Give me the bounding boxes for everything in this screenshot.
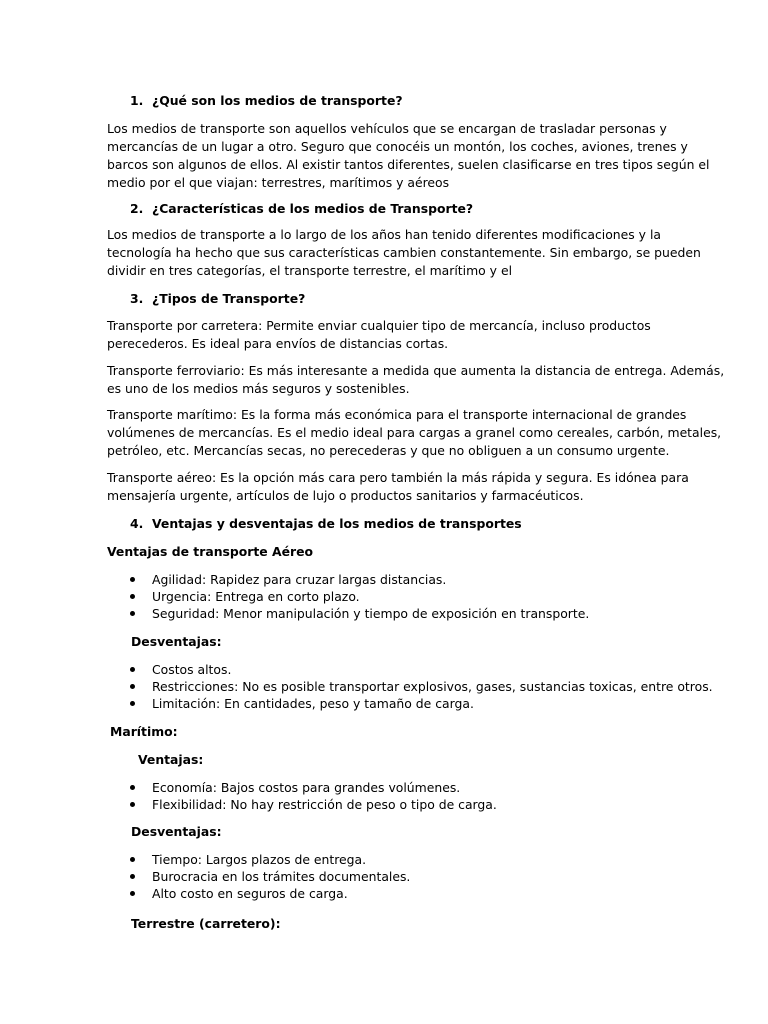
aereo-desventajas-title: Desventajas:	[131, 634, 222, 649]
text-line: barcos son algunos de ellos. Al existir tantos diferentes, suelen clasificarse en tres tipos según el	[107, 157, 710, 172]
list-item: Burocracia en los trámites documentales.	[107, 868, 687, 885]
text-line: dividir en tres categorías, el transporte terrestre, el marítimo y el	[107, 263, 513, 278]
maritimo-ventajas-title: Ventajas:	[138, 752, 204, 767]
maritimo-ventajas-list	[107, 779, 687, 813]
text-line: es uno de los medios más seguros y sostenibles.	[107, 381, 410, 396]
maritimo-title: Marítimo:	[110, 724, 178, 739]
list-item: Tiempo: Largos plazos de entrega.	[107, 851, 687, 868]
aereo-desventajas-list	[107, 661, 713, 712]
document-page: 1. ¿Qué son los medios de transporte? Los medios de transporte son aquellos vehículos que se encargan de trasladar personas y mercancías de un lugar a otro. Seguro que conocéis un montón, los coches, aviones, trenes y barcos son algunos de ellos. Al existir tantos diferentes, suelen clasificarse en tres tipos según el medio por el que viajan: terrestres, marítimos y aéreos 2. ¿Características de los medios de Transporte? Los medios de transporte a lo largo de los años han tenido diferentes modificaciones y la tecnología ha hecho que sus características cambien constantemente. Sin embargo, se pueden dividir en tres categorías, el transporte terrestre, el marítimo y el 3. ¿Tipos de Transporte? Transporte por carretera: Permite enviar cualquier tipo de mercancía, incluso productos perecederos. Es ideal para envíos de distancias cortas. Transporte ferroviario: Es más interesante a medida que aumenta la distancia de entrega. Además, es uno de los medios más seguros y sostenibles. Transporte marítimo: Es la forma más económica para el transporte internacional de grandes volúmenes de mercancías. Es el medio ideal para cargas a granel como cereales, carbón, metales, petróleo, etc. Mercancías secas, no perecederas y que no obliguen a un consumo urgente. Transporte aéreo: Es la opción más cara pero también la más rápida y segura. Es idónea para mensajería urgente, artículos de lujo o productos sanitarios y farmacéuticos. 4. Ventajas y desventajas de los medios de transportes Ventajas de transporte Aéreo Agilidad: Rapidez para cruzar largas distancias. Urgencia: Entrega en corto plazo. Seguridad: Menor manipulación y tiempo de exposición en transporte. Desventajas: Costos altos. Restricciones: No es posible transportar explosivos, gases, sustancias toxicas, entre otros. Limitación: En cantidades, peso y tamaño de carga. Marítimo: Ventajas: Economía: Bajos costos para grandes volúmenes. Flexibilidad: No hay restricción de peso o tipo de carga. Desventajas: Tiempo: Largos plazos de entrega. Burocracia en los trámites documentales. Alto costo en seguros de carga. Terrestre (carretero):	[107, 93, 725, 931]
section-1-paragraph	[107, 120, 710, 192]
paragraph-ferroviario	[107, 362, 725, 398]
paragraph-aereo	[107, 469, 687, 505]
text-line: volúmenes de mercancías. Es el medio ideal para cargas a granel como cereales, carbón, metales,	[107, 425, 722, 440]
list-item: Alto costo en seguros de carga.	[107, 885, 687, 902]
paragraph-maritimo	[107, 406, 722, 460]
text-line: mensajería urgente, artículos de lujo o productos sanitarios y farmacéuticos.	[107, 488, 584, 503]
text-line: mercancías de un lugar a otro. Seguro que conocéis un montón, los coches, aviones, trenes y	[107, 139, 688, 154]
list-item: Limitación: En cantidades, peso y tamaño de carga.	[107, 695, 687, 712]
text-line: Transporte aéreo: Es la opción más cara pero también la más rápida y segura. Es idónea para	[107, 470, 689, 485]
terrestre-title: Terrestre (carretero):	[131, 916, 281, 931]
text-line: Los medios de transporte a lo largo de los años han tenido diferentes modificaciones y la	[107, 227, 661, 242]
section-2-paragraph	[107, 226, 701, 280]
list-item: Urgencia: Entrega en corto plazo.	[107, 588, 687, 605]
list-item: Restricciones: No es posible transportar explosivos, gases, sustancias toxicas, entre otros.	[107, 678, 687, 695]
list-item: Costos altos.	[107, 661, 687, 678]
text-line: perecederos. Es ideal para envíos de distancias cortas.	[107, 336, 449, 351]
text-line: medio por el que viajan: terrestres, marítimos y aéreos	[107, 175, 450, 190]
text-line: Transporte ferroviario: Es más interesante a medida que aumenta la distancia de entrega. Además,	[107, 363, 725, 378]
text-line: Transporte por carretera: Permite enviar cualquier tipo de mercancía, incluso productos	[107, 318, 651, 333]
maritimo-desventajas-title: Desventajas:	[131, 824, 222, 839]
aereo-ventajas-title: Ventajas de transporte Aéreo	[107, 544, 314, 559]
aereo-ventajas-list	[107, 571, 687, 622]
list-item: Economía: Bajos costos para grandes volúmenes.	[107, 779, 687, 796]
text-line: tecnología ha hecho que sus características cambien constantemente. Sin embargo, se pueden	[107, 245, 701, 260]
text-line: petróleo, etc. Mercancías secas, no perecederas y que no obliguen a un consumo urgente.	[107, 443, 670, 458]
list-item: Agilidad: Rapidez para cruzar largas distancias.	[107, 571, 687, 588]
list-item: Flexibilidad: No hay restricción de peso o tipo de carga.	[107, 796, 687, 813]
paragraph-carretera	[107, 317, 687, 353]
text-line: Los medios de transporte son aquellos vehículos que se encargan de trasladar personas y	[107, 121, 667, 136]
list-item: Seguridad: Menor manipulación y tiempo de exposición en transporte.	[107, 605, 687, 622]
text-line: Transporte marítimo: Es la forma más económica para el transporte internacional de grandes	[107, 407, 687, 422]
maritimo-desventajas-list	[107, 851, 687, 902]
